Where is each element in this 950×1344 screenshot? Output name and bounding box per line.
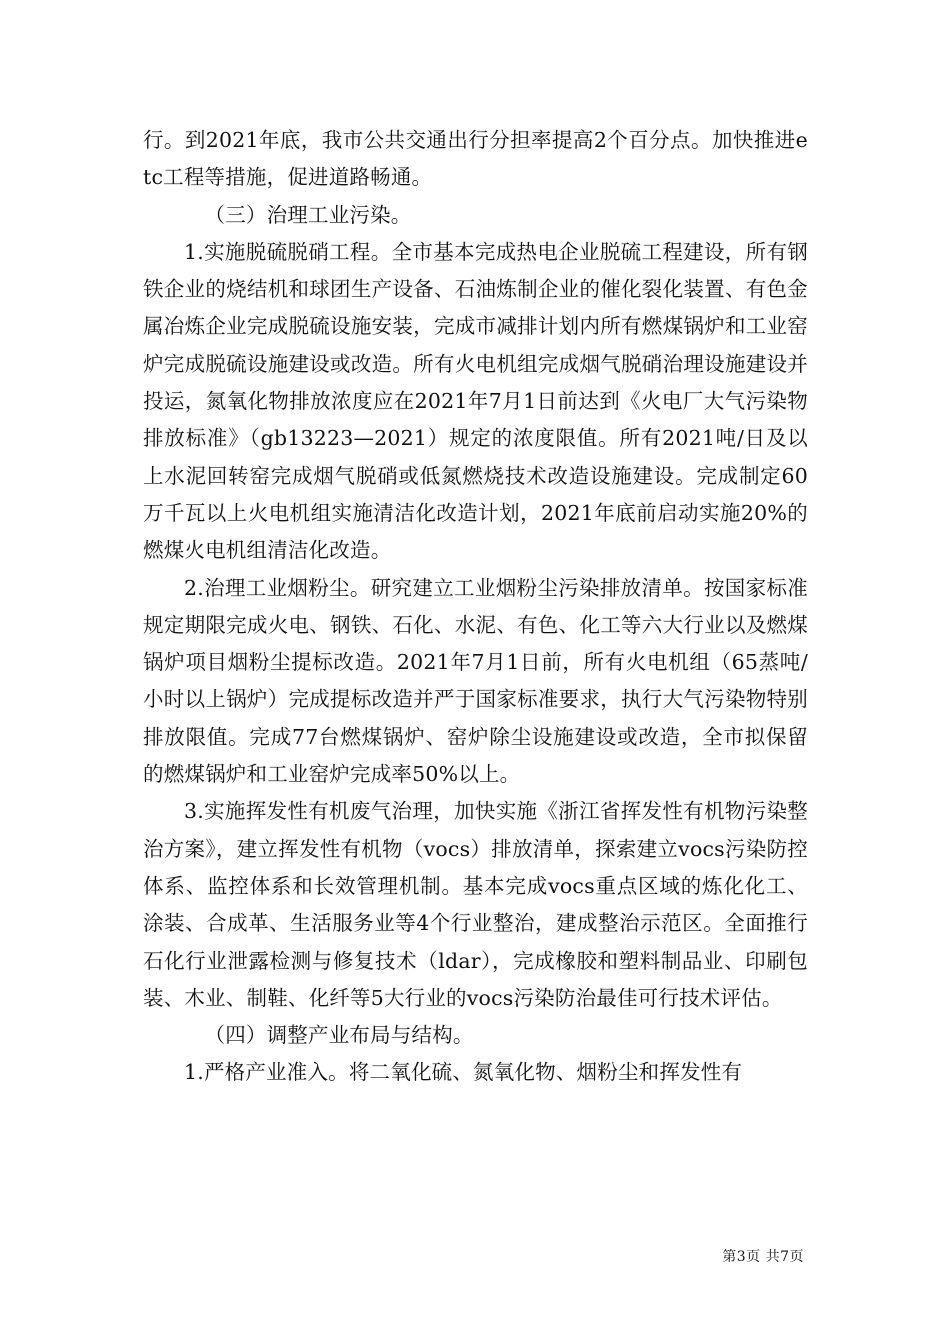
paragraph-desulfurization: 1.实施脱硫脱硝工程。全市基本完成热电企业脱硫工程建设，所有钢铁企业的烧结机和球团生产设备、石油炼制企业的催化裂化装置、有色金属冶炼企业完成脱硫设施安装，完成市减排计划内所有燃煤锅炉和工业窑炉完成脱硫设施建设或改造。所有火电机组完成烟气脱硝治理设施建设并投运，氮氧化物排放浓度应在2021年7月1日前达到《火电厂大气污染物排放标准》（gb13223—2021）规定的浓度限值。所有2021吨/日及以上水泥回转窑完成烟气脱硝或低氮燃烧技术改造设施建设。完成制定60万千瓦以上火电机组实施清洁化改造计划，2021年底前启动实施20%的燃煤火电机组清洁化改造。 (143, 239, 808, 563)
document-body (143, 122, 808, 1092)
paragraph-vocs: 3.实施挥发性有机废气治理，加快实施《浙江省挥发性有机物污染整治方案》，建立挥发性有机物（vocs）排放清单，探索建立vocs污染防控体系、监控体系和长效管理机制。基本完成vocs重点区域的炼化化工、涂装、合成革、生活服务业等4个行业整治，建成整治示范区。全面推行石化行业泄露检测与修复技术（ldar），完成橡胶和塑料制品业、印刷包装、木业、制鞋、化纤等5大行业的vocs污染防治最佳可行技术评估。 (143, 799, 808, 1010)
paragraph-continuation: 行。到2021年底，我市公共交通出行分担率提高2个百分点。加快推进etc工程等措施，促进道路畅通。 (143, 128, 808, 190)
paragraph-industry-access: 1.严格产业准入。将二氧化硫、氮氧化物、烟粉尘和挥发性有 (184, 1060, 743, 1085)
section-heading-industry-structure: （四）调整产业布局与结构。 (204, 1023, 474, 1048)
section-heading-industrial-pollution: （三）治理工业污染。 (204, 202, 412, 227)
page-indicator: 第3页 共7页 (722, 1249, 804, 1265)
paragraph-industrial-dust: 2.治理工业烟粉尘。研究建立工业烟粉尘污染排放清单。按国家标准规定期限完成火电、钢铁、石化、水泥、有色、化工等六大行业以及燃煤锅炉项目烟粉尘提标改造。2021年7月1日前，所有火电机组（65蒸吨/小时以上锅炉）完成提标改造并严于国家标准要求，执行大气污染物特别排放限值。完成77台燃煤锅炉、窑炉除尘设施建设或改造，全市拟保留的燃煤锅炉和工业窑炉完成率50%以上。 (143, 575, 808, 787)
